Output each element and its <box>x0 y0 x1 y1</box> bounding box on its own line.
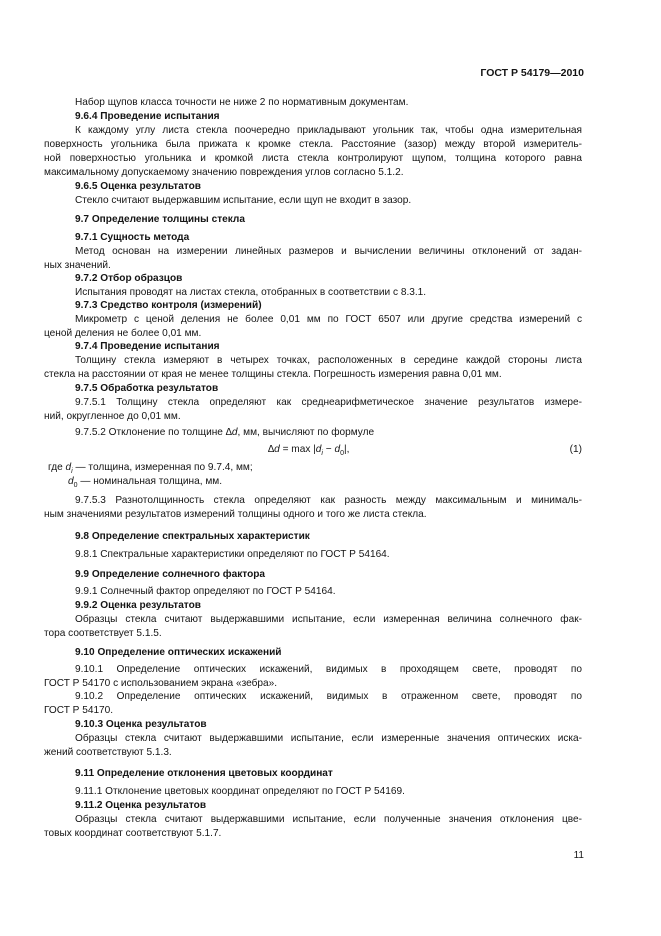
section-heading <box>75 110 220 123</box>
text-line-content: Стекло считают выдержавшим испытание, если щуп не входит в зазор. <box>75 195 412 206</box>
text-line <box>75 354 582 367</box>
text-line <box>75 426 374 439</box>
text-line-content: 9.10 Определение оптических искажений <box>75 647 282 658</box>
text-line <box>75 245 582 258</box>
text-line <box>75 494 582 507</box>
text-line <box>44 138 582 151</box>
page-number: 11 <box>573 850 584 861</box>
text-line-content: максимальному допускаемому значению повреждения углов согласно 5.1.2. <box>44 167 404 178</box>
text-line <box>44 327 201 340</box>
section-heading <box>75 382 218 395</box>
text-line-content: Испытания проводят на листах стекла, отобранных в соответствии с 8.3.1. <box>75 287 427 298</box>
text-line-content: 9.10.2 Определение оптических искажений, видимых в отраженном свете, проводят по <box>75 691 582 702</box>
text-line-content: 9.7.4 Проведение испытания <box>75 341 220 352</box>
text-line <box>44 677 277 690</box>
text-line-content: К каждому углу листа стекла поочередно прикладывают угольник так, чтобы одна измерительная <box>75 125 582 136</box>
text-line-content: 9.11.2 Оценка результатов <box>75 800 207 811</box>
text-line-content: 9.7.5.2 Отклонение по толщине ∆d, мм, вычисляют по формуле <box>75 427 375 438</box>
text-line-content: 9.11.1 Отклонение цветовых координат определяют по ГОСТ Р 54169. <box>75 786 405 797</box>
text-line <box>75 96 408 109</box>
formula-number: (1) <box>569 444 582 455</box>
text-line-content: 9.6.5 Оценка результатов <box>75 181 201 192</box>
text-line-content: 9.11 Определение отклонения цветовых координат <box>75 768 333 779</box>
text-line <box>75 690 582 703</box>
text-line <box>75 124 582 137</box>
text-line-content: 9.7.5 Обработка результатов <box>75 383 219 394</box>
section-heading <box>75 213 245 226</box>
text-line <box>75 286 426 299</box>
text-line-content: 9.9 Определение солнечного фактора <box>75 569 266 580</box>
text-line-content: жений соответствуют 5.1.3. <box>44 747 172 758</box>
text-line <box>75 613 582 626</box>
text-line <box>75 732 582 745</box>
section-heading <box>75 272 182 285</box>
section-heading <box>75 718 207 731</box>
text-line-content: где $d_i$ — толщина, измеренная по 9.7.4, мм; <box>48 462 253 476</box>
text-line <box>44 704 113 717</box>
formula-d0-sub: 0 <box>340 450 345 458</box>
text-line <box>44 259 111 272</box>
formula-lhs: ∆d <box>268 444 280 455</box>
text-line-content: 9.9.2 Оценка результатов <box>75 600 201 611</box>
text-line-content: ным значениями результатов измерений толщины одного и того же листа стекла. <box>44 509 427 520</box>
formula-d0: d <box>334 444 341 455</box>
formula-tail: |, <box>344 444 350 455</box>
text-line-content: 9.10.1 Определение оптических искажений, видимых в проходящем свете, проводят по <box>75 664 582 675</box>
text-line-content: 9.7.2 Отбор образцов <box>75 273 183 284</box>
text-line <box>44 827 221 840</box>
text-line-content: 9.8 Определение спектральных характеристик <box>75 531 310 542</box>
text-line-content: Микрометр с ценой деления не более 0,01 мм по ГОСТ 6507 или другие средства измерений с <box>75 314 582 325</box>
text-line-content: 9.6.4 Проведение испытания <box>75 111 220 122</box>
section-heading <box>75 799 206 812</box>
text-line <box>68 475 222 492</box>
section-heading <box>75 231 189 244</box>
text-line-content: 9.9.1 Солнечный фактор определяют по ГОСТ Р 54164. <box>75 586 336 597</box>
text-line-content: поверхность угольника была прижата к кромке стекла. Расстояние (зазор) между второй измеритель- <box>44 139 582 150</box>
formula-1 <box>268 443 349 460</box>
text-line-content: Толщину стекла измеряют в четырех точках, расположенных в середине каждой стороны листа <box>75 355 582 366</box>
section-heading <box>75 646 281 659</box>
text-line-content: ценой деления не более 0,01 мм. <box>44 328 202 339</box>
text-line <box>44 152 582 165</box>
text-line-content: ГОСТ Р 54170 с использованием экрана «зебра». <box>44 678 278 689</box>
text-line-content: Метод основан на измерении линейных размеров и вычислении величины отклонений от задан- <box>75 246 582 257</box>
section-heading <box>75 340 220 353</box>
text-line-content: ных значений. <box>44 260 111 271</box>
text-line-content: товых координат соответствуют 5.1.7. <box>44 828 222 839</box>
text-line-content: Образцы стекла считают выдержавшими испытание, если измеренная величина солнечного фак- <box>75 614 582 625</box>
formula-di: d <box>315 444 322 455</box>
text-line <box>75 396 582 409</box>
text-line <box>44 368 502 381</box>
formula-minus: − <box>322 444 335 455</box>
formula-equals: = max | <box>279 444 316 455</box>
text-line-content: стекла на расстоянии от края не менее толщины стекла. Погрешность измерения равна 0,01 мм. <box>44 369 502 380</box>
text-line <box>75 585 336 598</box>
text-line-content: 9.10.3 Оценка результатов <box>75 719 207 730</box>
formula-di-sub: i <box>321 450 323 458</box>
text-line <box>44 508 427 521</box>
text-line-content: 9.7 Определение толщины стекла <box>75 214 245 225</box>
section-heading <box>75 767 333 780</box>
text-line <box>75 313 582 326</box>
section-heading <box>75 530 310 543</box>
text-line <box>44 410 181 423</box>
text-line-content: 9.7.5.1 Толщину стекла определяют как среднеарифметическое значение результатов измере- <box>75 397 582 408</box>
text-line <box>75 194 411 207</box>
text-line-content: 9.8.1 Спектральные характеристики определяют по ГОСТ Р 54164. <box>75 549 390 560</box>
text-line-content: 9.7.1 Сущность метода <box>75 232 190 243</box>
text-line-content: тора соответствует 5.1.5. <box>44 628 162 639</box>
text-line <box>44 746 172 759</box>
section-heading <box>75 568 265 581</box>
document-id-header: ГОСТ Р 54179—2010 <box>480 67 584 79</box>
text-line <box>75 663 582 676</box>
section-heading <box>75 599 201 612</box>
text-line-content: 9.7.3 Средство контроля (измерений) <box>75 300 262 311</box>
text-line <box>75 785 405 798</box>
text-line <box>75 548 390 561</box>
text-line-content: Образцы стекла считают выдержавшими испытание, если измеренные значения оптических иска- <box>75 733 582 744</box>
text-line-content: ной поверхностью угольника и кромкой листа стекла контролируют щупом, толщина которого равна <box>44 153 582 164</box>
section-heading <box>75 299 262 312</box>
text-line-content: $d_0$ — номинальная толщина, мм. <box>68 476 223 490</box>
text-line-content: Набор щупов класса точности не ниже 2 по нормативным документам. <box>75 97 409 108</box>
text-line-content: ГОСТ Р 54170. <box>44 705 114 716</box>
text-line-content: ний, округленное до 0,01 мм. <box>44 411 181 422</box>
section-heading <box>75 180 201 193</box>
text-line <box>44 627 162 640</box>
text-line <box>75 813 582 826</box>
text-line-content: 9.7.5.3 Разнотолщинность стекла определяют как разность между максимальным и минималь- <box>75 495 582 506</box>
text-line <box>44 166 404 179</box>
text-line-content: Образцы стекла считают выдержавшими испытание, если полученные значения отклонения цве- <box>75 814 582 825</box>
